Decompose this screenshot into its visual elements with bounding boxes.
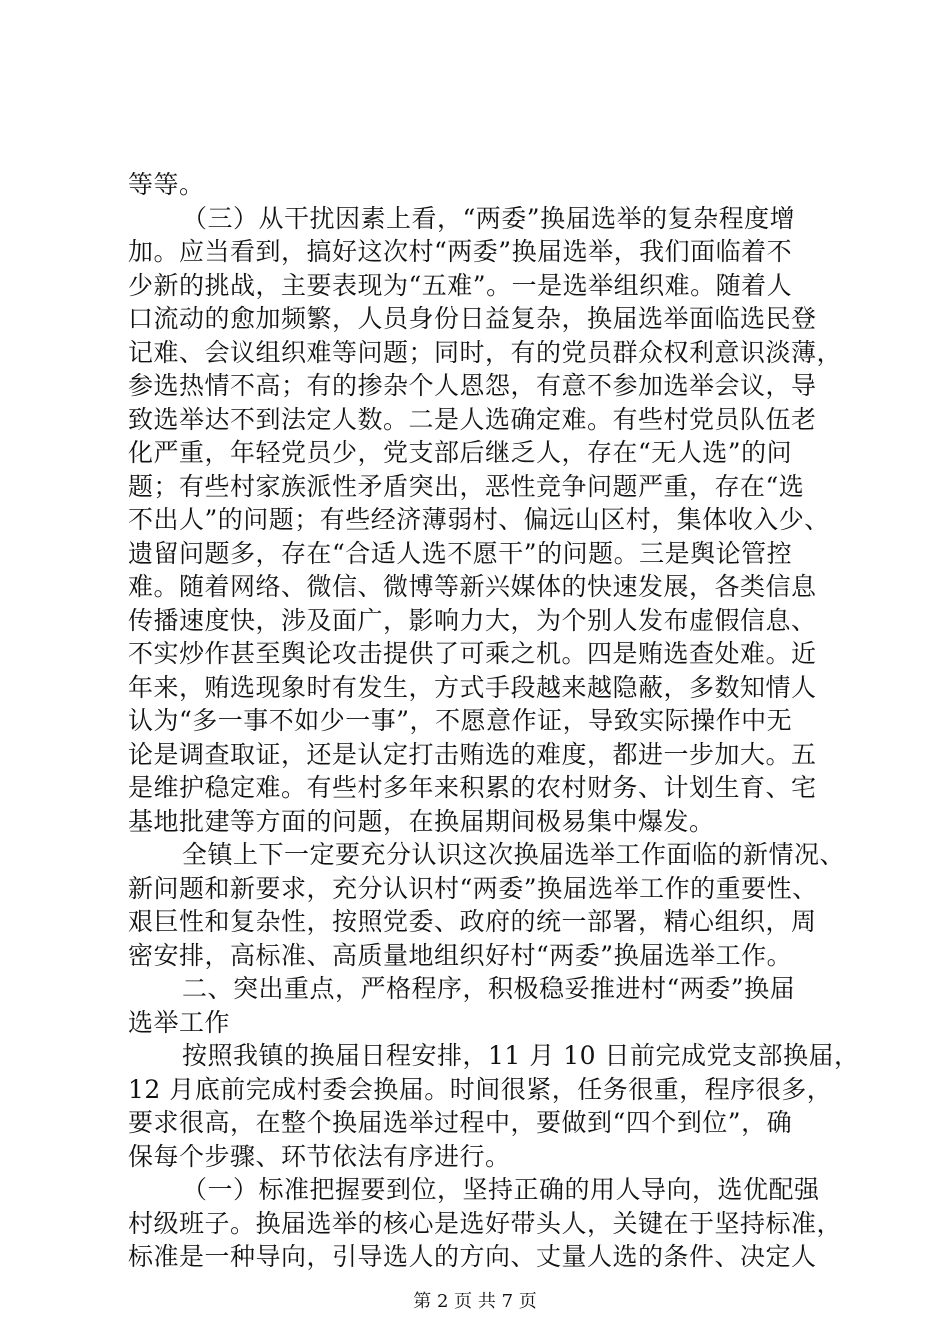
text-line: 按照我镇的换届日程安排，11 月 10 日前完成党支部换届， [182,1041,860,1070]
text-line: 致选举达不到法定人数。二是人选确定难。有些村党员队伍老 [128,404,817,434]
text-line: 传播速度快，涉及面广，影响力大，为个别人发布虚假信息、 [128,605,817,635]
text-line: 要求很高，在整个换届选举过程中，要做到“四个到位”，确 [128,1108,793,1137]
text-line: 加。应当看到，搞好这次村“两委”换届选举，我们面临着不 [128,237,793,266]
text-line: 艰巨性和复杂性，按照党委、政府的统一部署，精心组织，周 [128,907,817,936]
text-line: 遗留问题多，存在“合适人选不愿干”的问题。三是舆论管控 [128,538,793,568]
text-line: 题；有些村家族派性矛盾突出，恶性竞争问题严重，存在“选 [128,471,805,501]
text-line: 保每个步骤、环节依法有序进行。 [128,1141,511,1171]
text-line: 少新的挑战，主要表现为“五难”。一是选举组织难。随着人 [128,270,793,300]
text-line: 化严重，年轻党员少，党支部后继乏人，存在“无人选”的问 [128,438,793,467]
text-line: 基地批建等方面的问题，在换届期间极易集中爆发。 [128,806,715,836]
text-line: 等等。 [128,170,205,199]
text-line: 不实炒作甚至舆论攻击提供了可乘之机。四是贿选查处难。近 [128,639,817,668]
text-line: （三）从干扰因素上看，“两委”换届选举的复杂程度增 [182,203,796,233]
text-line: 标准是一种导向，引导选人的方向、丈量人选的条件、决定人 [128,1242,817,1271]
text-line: 12 月底前完成村委会换届。时间很紧，任务很重，程序很多， [128,1074,833,1104]
text-line: 村级班子。换届选举的核心是选好带头人，关键在于坚持标准， [128,1208,843,1238]
text-line: 论是调查取证，还是认定打击贿选的难度，都进一步加大。五 [128,739,817,769]
section-heading-line: 二、突出重点，严格程序，积极稳妥推进村“两委”换届 [182,974,796,1003]
text-line: 难。随着网络、微信、微博等新兴媒体的快速发展，各类信息 [128,572,817,601]
text-line: 参选热情不高；有的掺杂个人恩怨，有意不参加选举会议，导 [128,371,817,400]
text-line: 密安排，高标准、高质量地组织好村“两委”换届选举工作。 [128,940,793,970]
text-line: 记难、会议组织难等问题；同时，有的党员群众权利意识淡薄， [128,337,843,367]
text-line: （一）标准把握要到位，坚持正确的用人导向，选优配强 [182,1175,820,1204]
text-line: 是维护稳定难。有些村多年来积累的农村财务、计划生育、宅 [128,773,817,802]
text-line: 新问题和新要求，充分认识村“两委”换届选举工作的重要性、 [128,873,818,903]
text-line: 不出人”的问题；有些经济薄弱村、偏远山区村，集体收入少、 [128,505,830,534]
page-footer: 第 2 页 共 7 页 [413,1291,537,1312]
text-line: 年来，贿选现象时有发生，方式手段越来越隐蔽，多数知情人 [128,672,817,702]
text-line: 认为“多一事不如少一事”，不愿意作证，导致实际操作中无 [128,706,793,735]
section-heading-line: 选举工作 [128,1007,231,1037]
text-line: 口流动的愈加频繁，人员身份日益复杂，换届选举面临选民登 [128,304,817,333]
text-line: 全镇上下一定要充分认识这次换届选举工作面临的新情况、 [182,840,846,869]
